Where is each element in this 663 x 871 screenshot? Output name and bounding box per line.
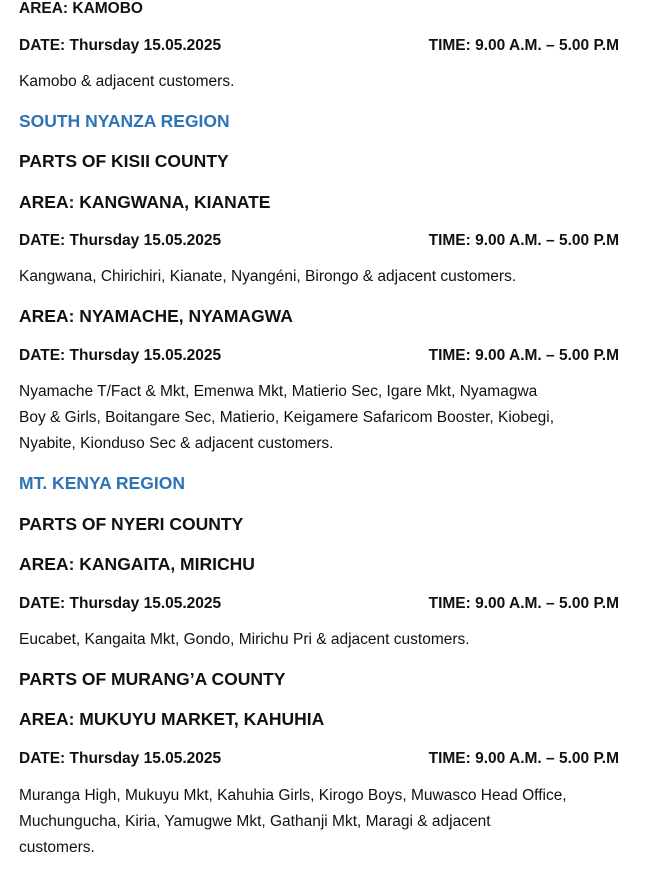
region-heading-south-nyanza: SOUTH NYANZA REGION xyxy=(19,111,230,131)
time-label: TIME: 9.00 A.M. – 5.00 P.M xyxy=(428,232,619,249)
area-heading-kangwana: AREA: KANGWANA, KIANATE xyxy=(19,192,271,212)
county-heading-kisii: PARTS OF KISII COUNTY xyxy=(19,151,229,171)
date-time-line-mukuyu xyxy=(19,750,629,768)
date-time-line-kangwana xyxy=(19,232,629,250)
description-line: Boy & Girls, Boitangare Sec, Matierio, Keigamere Safaricom Booster, Kiobegi, xyxy=(19,409,554,426)
description-line: Nyamache T/Fact & Mkt, Emenwa Mkt, Matierio Sec, Igare Mkt, Nyamagwa xyxy=(19,383,538,400)
time-label: TIME: 9.00 A.M. – 5.00 P.M xyxy=(428,595,619,612)
area-description-mukuyu xyxy=(19,783,629,861)
county-heading-nyeri: PARTS OF NYERI COUNTY xyxy=(19,514,244,534)
time-label: TIME: 9.00 A.M. – 5.00 P.M xyxy=(428,347,619,364)
area-heading-kamobo: AREA: KAMOBO xyxy=(19,0,143,17)
date-label: DATE: Thursday 15.05.2025 xyxy=(19,595,222,612)
date-time-line-kangaita xyxy=(19,595,629,613)
date-label: DATE: Thursday 15.05.2025 xyxy=(19,750,222,767)
area-heading-mukuyu: AREA: MUKUYU MARKET, KAHUHIA xyxy=(19,709,325,729)
date-time-line-kamobo xyxy=(19,37,629,55)
description-line: Nyabite, Kionduso Sec & adjacent customers. xyxy=(19,435,334,452)
area-description-kangaita: Eucabet, Kangaita Mkt, Gondo, Mirichu Pri & adjacent customers. xyxy=(19,631,470,648)
date-label: DATE: Thursday 15.05.2025 xyxy=(19,37,222,54)
area-heading-kangaita: AREA: KANGAITA, MIRICHU xyxy=(19,554,255,574)
description-line: Muchungucha, Kiria, Yamugwe Mkt, Gathanji Mkt, Maragi & adjacent xyxy=(19,813,491,830)
description-line: Muranga High, Mukuyu Mkt, Kahuhia Girls, Kirogo Boys, Muwasco Head Office, xyxy=(19,787,567,804)
date-label: DATE: Thursday 15.05.2025 xyxy=(19,232,222,249)
area-description-kangwana: Kangwana, Chirichiri, Kianate, Nyangéni, Birongo & adjacent customers. xyxy=(19,268,517,285)
region-heading-mt-kenya: MT. KENYA REGION xyxy=(19,473,185,493)
time-label: TIME: 9.00 A.M. – 5.00 P.M xyxy=(428,750,619,767)
area-description-kamobo: Kamobo & adjacent customers. xyxy=(19,73,235,90)
time-label: TIME: 9.00 A.M. – 5.00 P.M xyxy=(428,37,619,54)
area-description-nyamache xyxy=(19,379,629,457)
date-label: DATE: Thursday 15.05.2025 xyxy=(19,347,222,364)
date-time-line-nyamache xyxy=(19,347,629,365)
description-line: customers. xyxy=(19,839,95,856)
area-heading-nyamache: AREA: NYAMACHE, NYAMAGWA xyxy=(19,306,293,326)
county-heading-muranga: PARTS OF MURANG’A COUNTY xyxy=(19,669,286,689)
